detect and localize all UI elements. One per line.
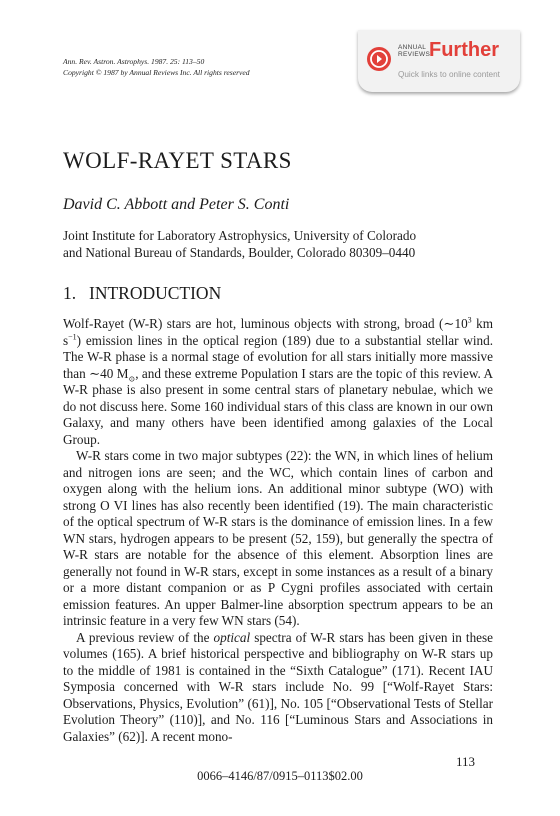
further-badge-link[interactable] xyxy=(358,30,520,92)
article-authors: David C. Abbott and Peter S. Conti xyxy=(63,196,290,213)
article-title: WOLF-RAYET STARS xyxy=(63,148,292,173)
page-number: 113 xyxy=(456,754,476,769)
citation-line-2: Copyright © 1987 by Annual Reviews Inc. All rights reserved xyxy=(63,68,250,77)
footer-code: 0066–4146/87/0915–0113$02.00 xyxy=(197,769,363,783)
section-number: 1. xyxy=(63,283,77,303)
section-heading xyxy=(63,283,221,304)
affiliation-line-2: and National Bureau of Standards, Boulder, Colorado 80309–0440 xyxy=(63,245,416,260)
reviews-label: REVIEWS xyxy=(398,51,431,58)
annual-reviews-wordmark xyxy=(398,44,430,58)
citation-line-1: Ann. Rev. Astron. Astrophys. 1987. 25: 113–50 xyxy=(63,57,205,66)
journal-citation xyxy=(63,56,250,78)
further-logo-text: Further xyxy=(429,39,499,61)
annual-label: ANNUAL xyxy=(398,44,427,51)
play-arrow-icon xyxy=(367,47,391,71)
paragraph-2: W-R stars come in two major subtypes (22): the WN, in which lines of helium and nitrogen ions are seen; and the WC, which contain lines of carbon and oxygen along with the helium ions. An additional minor subtype (WO) with strong O VI lines has also recently been identified (19). The main characteristic of the optical spectrum of W-R stars is the dominance of emission lines. In a few WN stars, hydrogen appears to be present (52, 159), but generally the spectra of W-R stars are notable for the absence of this element. Absorption lines are generally not found in W-R stars, except in some instances as a result of a binary or a more distant companion or as P Cygni profiles associated with certain emission features. An upper Balmer-line absorption spectrum appears to be an intrinsic feature in a very few WN stars (54). xyxy=(63,448,493,628)
paragraph-1: Wolf-Rayet (W-R) stars are hot, luminous objects with strong, broad ($\sim 10^3$ km $s^{-1}$) emission lines in the optical region (189) due to a substantial stellar wind. The W-R phase is a normal stage of evolution for all stars initially more massive than ∼40 $M_⊙$, and these extreme Population I stars are the topic of this review. A W-R phase is also present in some central stars of planetary nebulae, which we do not discuss here. Some 160 individual stars of this class are known in our own Galaxy, and many others have been identified among galaxies of the Local Group. xyxy=(63,315,494,447)
section-title: INTRODUCTION xyxy=(89,283,222,303)
paragraph-3: A previous review of the optical spectra of W-R stars has been given in these volumes (165). A brief historical perspective and bibliography on W-R stars up to the middle of 1981 is contained in the “Sixth Catalogue” (171). Recent IAU Symposia concerned with W-R stars include No. 99 [“Wolf-Rayet Stars: Observations, Physics, Evolution” (61)], No. 105 [“Observational Tests of Stellar Evolution Theory” (110)], and No. 116 [“Luminous Stars and Associations in Galaxies” (62)]. A recent mono- xyxy=(63,629,493,744)
author-affiliation xyxy=(63,227,416,261)
article-body xyxy=(63,316,493,745)
affiliation-line-1: Joint Institute for Laboratory Astrophysics, University of Colorado xyxy=(63,228,417,243)
further-tagline: Quick links to online content xyxy=(398,70,500,79)
